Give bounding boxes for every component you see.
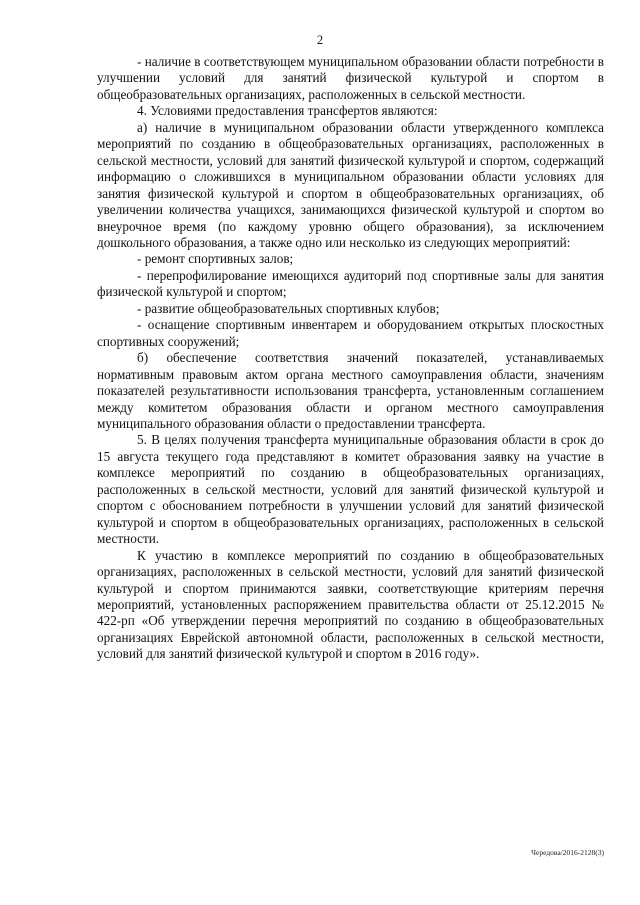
paragraph-need-clause: - наличие в соответствующем муниципальном образовании области потребности в улучшении условий для занятий физической культурой и спортом в общеобразовательных организациях, расположенных в сельской местности. <box>97 54 604 102</box>
paragraph-section-4-heading: 4. Условиями предоставления трансфертов являются: <box>137 103 438 119</box>
list-item-gym-repair: - ремонт спортивных залов; <box>137 251 294 267</box>
list-item-sports-clubs: - развитие общеобразовательных спортивных клубов; <box>137 300 440 316</box>
list-item-outdoor-equipment: - оснащение спортивным инвентарем и оборудованием открытых плоскостных спортивных сооружений; <box>97 317 604 349</box>
paragraph-section-5: 5. В целях получения трансферта муниципальные образования области в срок до 15 августа текущего года представляют в комитет образования заявку на участие в комплексе мероприятий по созданию в общеобразовательных организациях, расположенных в сельской местности, условий для занятий физической культурой и спортом с обоснованием потребности в улучшении условий для занятий физической культурой и спортом в общеобразовательных организациях, расположенных в сельской местности. <box>97 432 604 547</box>
document-footer-code: Чередова/2016-2128(3) <box>531 848 604 857</box>
page-number: 2 <box>316 33 324 47</box>
list-item-room-conversion: - перепрофилирование имеющихся аудиторий под спортивные залы для занятия физической культурой и спортом; <box>97 267 604 300</box>
paragraph-condition-a: а) наличие в муниципальном образовании области утвержденного комплекса мероприятий по созданию в общеобразовательных организациях, расположенных в сельской местности, условий для занятий физической культурой и спортом, содержащий информацию о сложившихся в муниципальном образовании области условиях для занятия физической культурой и спортом в общеобразовательных организациях, об увеличении количества учащихся, занимающихся физической культурой и спортом во внеурочное время (по каждому уровню общего образования), за исключением дошкольного образования, а также одно или несколько из следующих мероприятий: <box>97 119 604 250</box>
paragraph-condition-b: б) обеспечение соответствия значений показателей, устанавливаемых нормативным правовым актом органа местного самоуправления области, значениям показателей результативности использования трансферта, установленным соглашением между комитетом образования области и органом местного самоуправления муниципального образования области о предоставлении трансферта. <box>97 350 604 431</box>
document-body <box>97 54 604 663</box>
paragraph-participation-criteria: К участию в комплексе мероприятий по созданию в общеобразовательных организациях, расположенных в сельской местности, условий для занятий физической культурой и спортом принимаются заявки, соответствующие критериям перечня мероприятий, установленных распоряжением правительства области от 25.12.2015 № 422-рп «Об утверждении перечня мероприятий по созданию в общеобразовательных организациях Еврейской автономной области, расположенных в сельской местности, условий для занятий физической культурой и спортом в 2016 году». <box>97 547 604 662</box>
